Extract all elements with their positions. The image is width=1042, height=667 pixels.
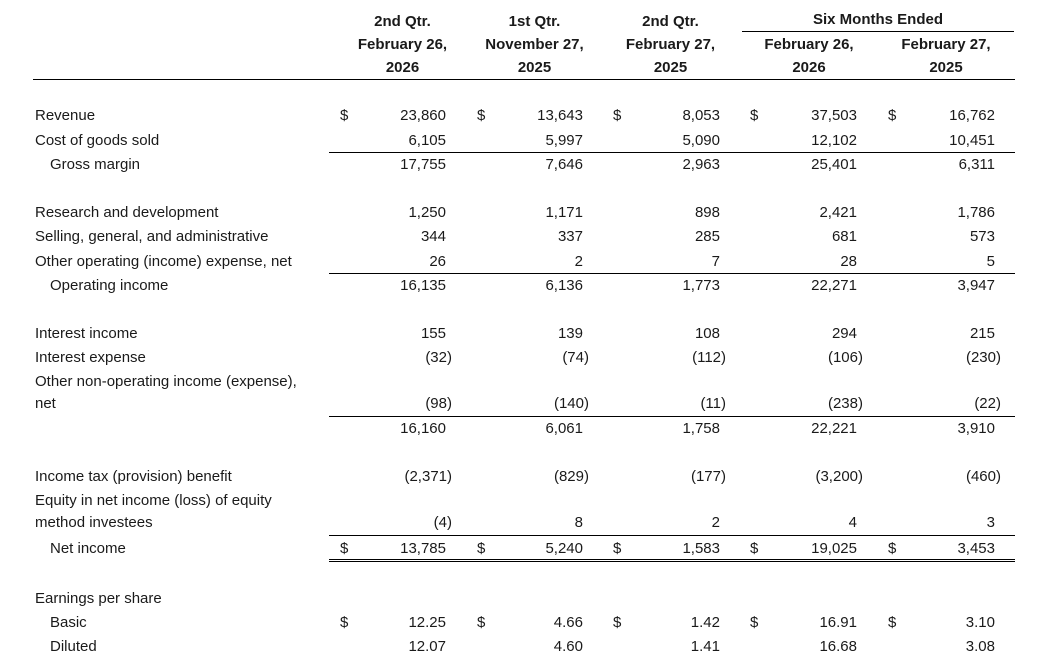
table-cell: (98) <box>425 395 452 412</box>
table-cell: (177) <box>690 468 726 485</box>
table-cell: 1,583 <box>682 540 720 557</box>
col5-year: 2025 <box>929 59 963 76</box>
table-cell: 5,997 <box>545 132 583 149</box>
table-cell: 4.66 <box>553 614 583 631</box>
table-cell: 6,311 <box>958 156 995 173</box>
table-cell: 6,136 <box>545 277 583 294</box>
table-cell: 3,947 <box>957 277 995 294</box>
table-cell: 215 <box>969 325 995 342</box>
col3-period: 2nd Qtr. <box>642 13 699 30</box>
table-cell: 2 <box>711 514 720 531</box>
table-cell: 25,401 <box>811 156 857 173</box>
table-cell: 6,061 <box>545 420 583 437</box>
table-cell: 337 <box>557 228 583 245</box>
row-label-income-tax: Income tax (provision) benefit <box>35 468 232 485</box>
dollar-sign: $ <box>888 614 897 631</box>
table-cell: 1,171 <box>545 204 583 221</box>
dollar-sign: $ <box>750 107 759 124</box>
table-cell: 22,271 <box>811 277 857 294</box>
col5-date: February 27, <box>901 36 991 53</box>
table-cell: 344 <box>420 228 446 245</box>
row-label-rnd: Research and development <box>35 204 219 221</box>
col2-header <box>472 10 597 79</box>
dollar-sign: $ <box>340 614 349 631</box>
table-cell: 3 <box>986 514 995 531</box>
table-cell: (2,371) <box>404 468 452 485</box>
col4-header <box>745 33 873 79</box>
col1-period: 2nd Qtr. <box>374 13 431 30</box>
col5-header <box>882 33 1010 79</box>
col3-year: 2025 <box>653 59 688 76</box>
table-cell: 2,963 <box>682 156 720 173</box>
row-label-equity-1: Equity in net income (loss) of equity <box>35 492 272 509</box>
table-cell: (140) <box>553 395 589 412</box>
dollar-sign: $ <box>888 107 897 124</box>
table-cell: 7,646 <box>545 156 583 173</box>
table-cell: 12,102 <box>811 132 857 149</box>
six-months-rule <box>742 31 1014 32</box>
col1-header <box>340 10 465 79</box>
dollar-sign: $ <box>613 540 622 557</box>
table-cell: (106) <box>827 349 863 366</box>
table-cell: 16,762 <box>949 107 995 124</box>
subtotal-rule <box>329 273 1015 274</box>
table-cell: 8,053 <box>682 107 720 124</box>
table-cell: 2,421 <box>819 204 857 221</box>
table-cell: 3,910 <box>957 420 995 437</box>
dollar-sign: $ <box>613 614 622 631</box>
header-rule <box>33 79 1015 80</box>
table-cell: (3,200) <box>815 468 863 485</box>
row-label-revenue: Revenue <box>35 107 96 124</box>
table-cell: 37,503 <box>811 107 857 124</box>
table-cell: 285 <box>694 228 720 245</box>
dollar-sign: $ <box>340 107 349 124</box>
table-cell: 16.68 <box>819 638 857 655</box>
table-cell: 28 <box>840 253 857 270</box>
table-cell: 26 <box>429 253 446 270</box>
subtotal-rule <box>329 152 1015 153</box>
table-cell: (238) <box>827 395 863 412</box>
table-cell: (11) <box>700 395 726 412</box>
table-cell: 294 <box>831 325 857 342</box>
table-cell: 3,453 <box>957 540 995 557</box>
col2-year: 2025 <box>517 59 552 76</box>
col1-date: February 26, <box>357 36 448 53</box>
col2-period: 1st Qtr. <box>508 13 561 30</box>
row-label-diluted: Diluted <box>50 638 97 655</box>
table-cell: 5,090 <box>682 132 720 149</box>
table-cell: 573 <box>969 228 995 245</box>
table-cell: 1,773 <box>682 277 720 294</box>
row-label-eps: Earnings per share <box>35 590 162 607</box>
row-label-interest-expense: Interest expense <box>35 349 146 366</box>
table-cell: (112) <box>692 349 726 366</box>
table-cell: 17,755 <box>400 156 446 173</box>
dollar-sign: $ <box>477 107 486 124</box>
row-label-gross-margin: Gross margin <box>50 156 141 173</box>
table-cell: (829) <box>553 468 589 485</box>
table-cell: 12.25 <box>408 614 446 631</box>
subtotal-rule <box>329 535 1015 536</box>
col4-year: 2026 <box>792 59 826 76</box>
table-cell: 3.08 <box>965 638 995 655</box>
table-cell: 898 <box>694 204 720 221</box>
table-cell: 1,250 <box>408 204 446 221</box>
table-cell: 16,135 <box>400 277 446 294</box>
row-label-other-operating: Other operating (income) expense, net <box>35 253 292 270</box>
col4-date: February 26, <box>764 36 854 53</box>
table-cell: 1.41 <box>690 638 720 655</box>
col2-date: November 27, <box>485 36 584 53</box>
table-cell: 139 <box>557 325 583 342</box>
col3-header <box>608 10 733 79</box>
dollar-sign: $ <box>888 540 897 557</box>
table-cell: 2 <box>574 253 583 270</box>
table-cell: 8 <box>574 514 583 531</box>
row-label-cogs: Cost of goods sold <box>35 132 160 149</box>
table-cell: 681 <box>831 228 857 245</box>
total-double-rule <box>329 559 1015 562</box>
dollar-sign: $ <box>340 540 349 557</box>
row-label-interest-income: Interest income <box>35 325 138 342</box>
row-label-basic: Basic <box>50 614 87 631</box>
dollar-sign: $ <box>613 107 622 124</box>
col3-date: February 27, <box>625 36 716 53</box>
col1-year: 2026 <box>385 59 420 76</box>
table-cell: 23,860 <box>400 107 446 124</box>
table-cell: (4) <box>433 514 452 531</box>
dollar-sign: $ <box>477 614 486 631</box>
table-cell: (32) <box>425 349 452 366</box>
table-cell: 4 <box>848 514 857 531</box>
table-cell: 22,221 <box>811 420 857 437</box>
table-cell: 16,160 <box>400 420 446 437</box>
table-cell: (230) <box>965 349 1001 366</box>
table-cell: (460) <box>965 468 1001 485</box>
table-cell: 13,643 <box>537 107 583 124</box>
row-label-sga: Selling, general, and administrative <box>35 228 269 245</box>
dollar-sign: $ <box>750 614 759 631</box>
subtotal-rule <box>329 416 1015 417</box>
table-cell: 1.42 <box>690 614 720 631</box>
row-label-equity-2: method investees <box>35 514 153 531</box>
table-cell: 5,240 <box>545 540 583 557</box>
table-cell: 13,785 <box>400 540 446 557</box>
table-cell: 108 <box>694 325 720 342</box>
table-cell: 1,786 <box>957 204 995 221</box>
table-cell: 6,105 <box>408 132 446 149</box>
table-cell: (74) <box>562 349 589 366</box>
table-cell: 7 <box>711 253 720 270</box>
table-cell: 12.07 <box>408 638 446 655</box>
dollar-sign: $ <box>750 540 759 557</box>
table-cell: 4.60 <box>553 638 583 655</box>
table-cell: 155 <box>420 325 446 342</box>
table-cell: 16.91 <box>819 614 857 631</box>
table-cell: (22) <box>974 395 1001 412</box>
six-months-header: Six Months Ended <box>812 11 943 28</box>
table-cell: 1,758 <box>682 420 720 437</box>
row-label-other-nonop-2: net <box>35 395 56 412</box>
table-cell: 10,451 <box>949 132 995 149</box>
dollar-sign: $ <box>477 540 486 557</box>
table-cell: 19,025 <box>811 540 857 557</box>
table-cell: 5 <box>986 253 995 270</box>
row-label-net-income: Net income <box>50 540 126 557</box>
row-label-operating-income: Operating income <box>50 277 169 294</box>
table-cell: 3.10 <box>965 614 995 631</box>
row-label-other-nonop-1: Other non-operating income (expense), <box>35 373 297 390</box>
